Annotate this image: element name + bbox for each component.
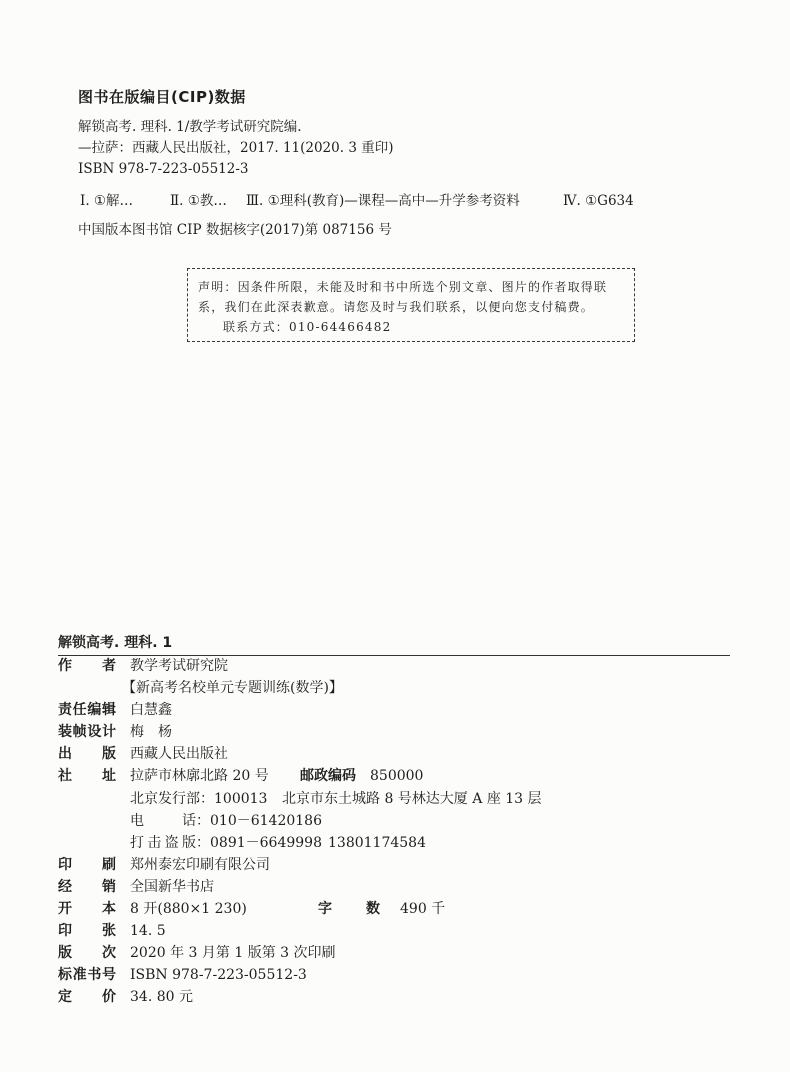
imprint-row-printer <box>58 854 738 876</box>
beijing-office-code: ：100013 <box>200 790 268 807</box>
row-value: 2020 年 3 月第 1 版第 3 次印刷 <box>130 945 336 962</box>
cip-classification-item: Ⅰ. ①解… <box>80 193 134 209</box>
imprint-row-format <box>58 898 738 920</box>
word-count-value: 490 千 <box>400 901 446 918</box>
row-label: 开 本 <box>58 901 116 918</box>
row-value: 14. 5 <box>130 923 166 940</box>
row-value: 34. 80 元 <box>130 989 193 1006</box>
imprint-row-isbn <box>58 964 738 986</box>
phone-label: 电 话 <box>130 812 196 829</box>
row-label: 标准书号 <box>58 967 116 984</box>
imprint-row-author <box>58 655 738 677</box>
row-label: 装帧设计 <box>58 724 116 741</box>
imprint-row-beijing-office <box>58 788 738 810</box>
phone-value: ：010－61420186 <box>196 812 322 829</box>
cip-heading: 图书在版编目(CIP)数据 <box>78 88 246 106</box>
beijing-office-label: 北京发行部 <box>130 790 200 807</box>
imprint-table <box>58 655 738 1009</box>
cip-classification-item: Ⅱ. ①教… <box>170 193 227 209</box>
imprint-title: 解锁高考. 理科. 1 <box>58 635 173 651</box>
anti-piracy-phone: ：0891－6649998 <box>196 834 322 851</box>
imprint-row-phone <box>58 810 738 832</box>
imprint-row-distributor <box>58 876 738 898</box>
row-label: 责任编辑 <box>58 702 116 719</box>
imprint-row-designer <box>58 721 738 743</box>
row-label: 经 销 <box>58 878 116 895</box>
postcode-value: 850000 <box>370 768 424 785</box>
cip-classification-item: Ⅳ. ①G634 <box>563 193 634 209</box>
beijing-office-address: 北京市东土城路 8 号林达大厦 A 座 13 层 <box>282 790 542 807</box>
row-value: 拉萨市林廓北路 20 号 <box>130 768 269 785</box>
row-label: 作 者 <box>58 658 116 674</box>
cip-title-line: 解锁高考. 理科. 1/教学考试研究院编. <box>78 119 302 135</box>
notice-line: 系，我们在此深表歉意。请您及时与我们联系，以便向您支付稿费。 <box>198 300 595 314</box>
row-value: 8 开(880×1 230) <box>130 901 247 918</box>
row-value: 白慧鑫 <box>130 702 172 719</box>
copyright-notice-box <box>187 268 635 342</box>
row-label: 版 次 <box>58 945 116 962</box>
row-label: 印 刷 <box>58 856 116 873</box>
row-value: 郑州泰宏印刷有限公司 <box>130 856 270 873</box>
row-label: 出 版 <box>58 746 116 763</box>
imprint-row-sheets <box>58 920 738 942</box>
row-value: 西藏人民出版社 <box>130 746 228 763</box>
row-value: 教学考试研究院 <box>130 658 228 674</box>
imprint-row-edition <box>58 942 738 964</box>
cip-record-number: 中国版本图书馆 CIP 数据核字(2017)第 087156 号 <box>78 222 392 238</box>
cip-isbn-line: ISBN 978-7-223-05512-3 <box>78 161 249 177</box>
imprint-row-series <box>58 677 738 699</box>
anti-piracy-label: 打击盗版 <box>130 834 196 851</box>
imprint-row-price <box>58 986 738 1008</box>
beijing-office <box>130 788 267 810</box>
row-value: 全国新华书店 <box>130 878 214 895</box>
cip-publication-line: —拉萨：西藏人民出版社，2017. 11(2020. 3 重印) <box>78 140 394 156</box>
row-label: 社 址 <box>58 768 116 785</box>
word-count-label: 字 数 <box>318 901 380 918</box>
row-value: ISBN 978-7-223-05512-3 <box>130 967 307 984</box>
imprint-row-anti-piracy <box>58 832 738 854</box>
notice-line: 声明：因条件所限，未能及时和书中所选个别文章、图片的作者取得联 <box>198 280 608 294</box>
postcode-label: 邮政编码 <box>300 768 356 785</box>
anti-piracy-mobile: 13801174584 <box>328 834 426 851</box>
cip-classification-item: Ⅲ. ①理科(教育)—课程—高中—升学参考资料 <box>246 193 520 209</box>
notice-contact: 联系方式：010-64466482 <box>223 320 392 334</box>
imprint-row-editor <box>58 699 738 721</box>
imprint-row-address <box>58 765 738 787</box>
series-name: 【新高考名校单元专题训练(数学)】 <box>122 680 343 697</box>
row-label: 定 价 <box>58 989 116 1006</box>
row-value: 梅 杨 <box>130 724 172 741</box>
imprint-row-publisher <box>58 743 738 765</box>
row-label: 印 张 <box>58 923 116 940</box>
